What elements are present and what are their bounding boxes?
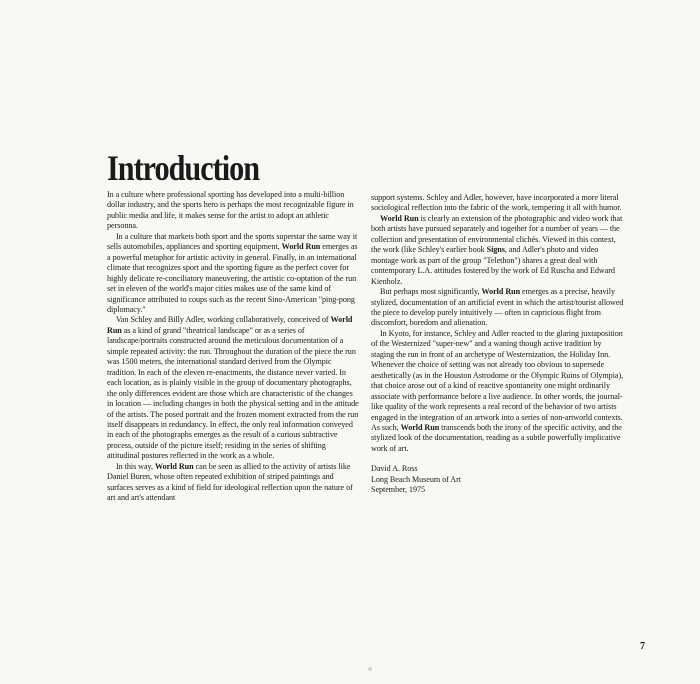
center-mark (368, 667, 372, 671)
paragraph: In a culture where professional sporting has developed into a multi-billion dollar industry, and the sports hero is perhaps the most recognizable figure in public media and life, it makes sense for the artist to adopt an athletic personna. (107, 190, 354, 231)
paragraph: World Run is clearly an extension of the photographic and video work that both artists have pursued separately and together for a number of years — the collection and presentation of environmental clichés. Viewed in this context, the work (like Schley's earlier book Signs, and Adler's photo and video montage work as part of the group "Telethon") shares a great deal with contemporary L.A. attitudes fostered by the work of Ed Ruscha and Edward Kienholz. (371, 213, 623, 286)
signature-block (371, 464, 624, 495)
paragraph: Van Schley and Billy Adler, working collaboratively, conceived of World Run as a kind of grand "theatrical landscape" or as a series of landscape/portraits constructed around the meticulous documentation of a simple repeated activity: the run. Throughout the duration of the piece the run was 1500 meters, the international standard derived from the Olympic tradition. In each of the eleven re-enactments, the distance never varied. In each location, as is plainly visible in the group of documentary photographs, the only differences evident are those which are characteristic of the changes in location — including changes in both the physical setting and in the attitude of the artists. The posed portrait and the frozen moment extracted from the run itself disappears in redundancy. In effect, the only real information conveyed in each of the photographs emerges as the result of a curious subtractive process, outside of the picture itself; residing in the series of shifting attitudinal postures reflected in the work as a whole. (107, 315, 359, 461)
left-column (107, 190, 360, 504)
page-number: 7 (640, 641, 645, 652)
paragraph: But perhaps most significantly, World Run emerges as a precise, heavily stylized, documentation of an artificial event in which the artist/tourist allowed the piece to develop purely intuitively — often in capricious flight from discomfort, boredom and alienation. (371, 287, 624, 328)
paragraph: In Kyoto, for instance, Schley and Adler reacted to the glaring juxtaposition of the Westernized "super-new" and a waning though active tradition by staging the run in front of an archetype of Westernization, the Holiday Inn. Whenever the choice of setting was not already too obvious to supersede aesthetically (as in the Houston Astrodome or the Olympic Ruins of Olympia), that choice arose out of a kind of reactive spontaneity one might ordinarily associate with performance before a live audience. In other words, the journal-like quality of the work represents a real record of the behavior of two artists engaged in the integration of an artwork into a series of non-artworld contexts. As such, World Run transcends both the irony of the specific activity, and the stylized look of the documentation, reading as a subtle powerfully implicative work of art. (371, 328, 624, 453)
signature-date: September, 1975 (371, 485, 425, 495)
paragraph: In a culture that markets both sport and the sports superstar the same way it sells automobiles, appliances and sporting equipment, World Run emerges as a powerful metaphor for artistic activity in general. Finally, in an international climate that recognizes sport and the sporting figure as the perfect cover for highly delicate re-conciliatory maneuvering, the artistic co-optation of the run set in eleven of the world's major cities makes use of the same kind of significance attributed to coups such as the recent Sino-American "ping-pong diplomacy." (107, 231, 358, 314)
author-institution: Long Beach Museum of Art (371, 474, 461, 484)
right-column (371, 193, 624, 496)
paragraph: support systems. Schley and Adler, however, have incorporated a more literal sociological reflection into the fabric of the work, tempering it all with humor. (371, 193, 622, 213)
paragraph: In this way, World Run can be seen as allied to the activity of artists like Daniel Buren, whose often repeated exhibition of striped paintings and surfaces serves as a kind of field for ideological reflection upon the nature of art and art's attendant (107, 461, 353, 503)
author-name: David A. Ross (371, 464, 418, 474)
page-title: Introduction (107, 148, 260, 188)
